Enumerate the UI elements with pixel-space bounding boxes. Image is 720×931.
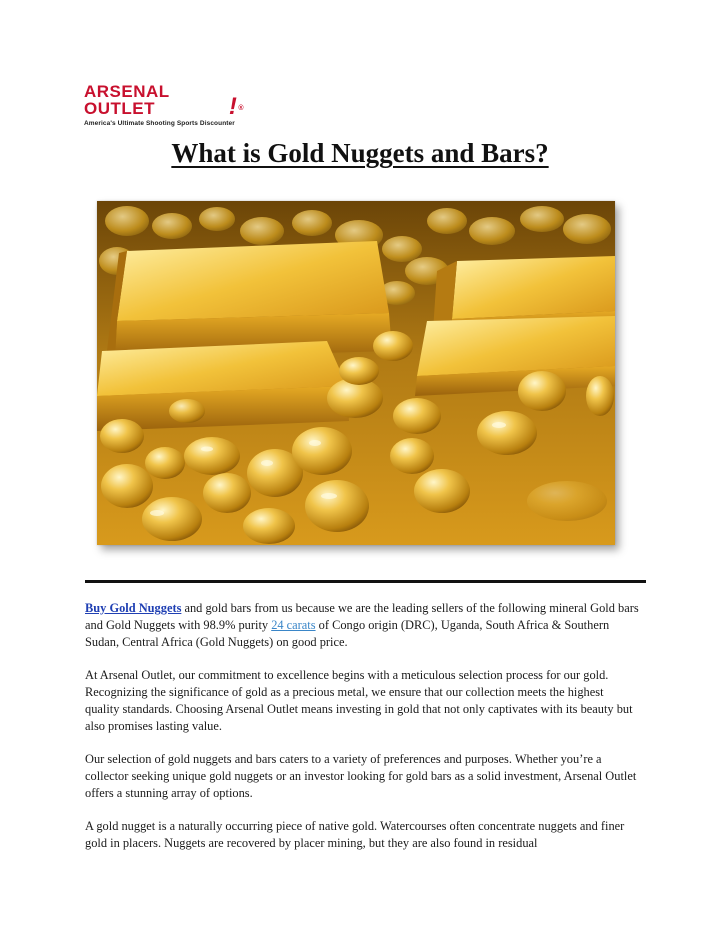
gold-bar-left-front	[97, 341, 349, 431]
logo-exclaim-mark: !	[228, 93, 238, 120]
gold-photo-illustration	[97, 201, 615, 545]
section-divider	[85, 580, 646, 583]
gold-bars-nuggets-image	[97, 201, 615, 545]
24-carats-link[interactable]: 24 carats	[271, 618, 316, 632]
arsenal-outlet-logo[interactable]	[84, 82, 244, 127]
gold-bar-left-back	[107, 241, 392, 359]
paragraph-nugget-definition: A gold nugget is a naturally occurring piece of native gold. Watercourses often concentrate nuggets and finer gold in placers. Nuggets are recovered by placer mining, but they are also found in residual	[85, 819, 625, 850]
gold-bar-right-bottom	[415, 316, 615, 396]
logo-registered-mark: ®	[238, 105, 244, 112]
paragraph-commitment: At Arsenal Outlet, our commitment to excellence begins with a meticulous selection process for our gold. Recognizing the significance of gold as a precious metal, we ensure that our collection meets the highest quality standards. Choosing Arsenal Outlet means investing in gold that not only captivates with its beauty but also promises lasting value.	[85, 668, 633, 733]
buy-gold-nuggets-link[interactable]: Buy Gold Nuggets	[85, 601, 182, 615]
logo-brand-name: ARSENAL OUTLET	[84, 82, 170, 118]
logo-brand-row	[84, 82, 244, 120]
paragraph-intro	[85, 600, 640, 651]
paragraph-selection: Our selection of gold nuggets and bars caters to a variety of preferences and purposes. Whether you’re a collector seeking unique gold nuggets or an investor looking for gold bars as a solid investment, Arsenal Outlet offers a stunning array of options.	[85, 752, 637, 800]
paragraph-intro-text-1: and gold bars from us because we are the leading sellers of the following mineral Gold bars and Gold Nuggets with 98.9% purity	[85, 601, 639, 632]
page-title: What is Gold Nuggets and Bars?	[171, 138, 549, 168]
article-body	[85, 600, 640, 868]
paragraph-intro-text-2: of Congo origin (DRC), Uganda, South Africa & Southern Sudan, Central Africa (Gold Nuggets) on good price.	[85, 618, 610, 649]
logo-tagline: America's Ultimate Shooting Sports Discounter	[84, 120, 235, 127]
